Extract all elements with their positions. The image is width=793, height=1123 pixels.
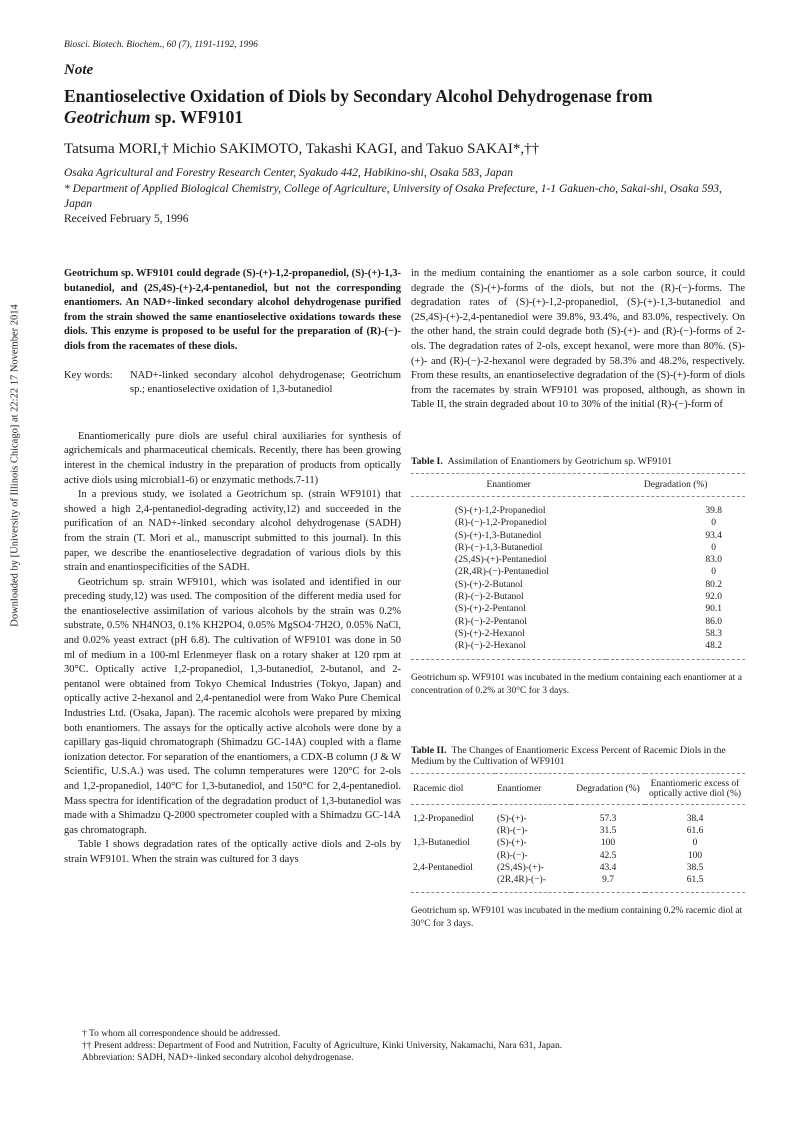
table-row [411, 517, 745, 529]
table-cell: 9.7 [571, 874, 645, 893]
body-paragraph: In a previous study, we isolated a Geotrichum sp. (strain WF9101) that showed a high 2,4-pentanediol-degrading activity,12) and succeeded in the purification of an NAD+-linked secondary alcohol dehydrogenase (SADH) from the strain (T. Mori et al., manuscript submitted to this journal). In this paper, we describe the enantioselective degradation of various diols by this strain and enantiospecificities of the SADH. [64, 489, 401, 574]
table-cell: 58.3 [705, 628, 722, 639]
table-cell: (S)-(+)-1,3-Butanediol [455, 530, 542, 541]
table-cell: 43.4 [599, 862, 617, 873]
footnote-present-address: †† Present address: Department of Food and Nutrition, Faculty of Agriculture, Kinki University, Nakamachi, Nara 631, Japan. [82, 1041, 563, 1051]
table-cell: (S)-(+)- [497, 814, 527, 824]
table-row [411, 874, 745, 893]
keywords-label: Key words: [64, 369, 113, 381]
table-row [411, 628, 745, 640]
table-header-cell: Degradation (%) [571, 774, 645, 805]
table-cell: 61.6 [686, 826, 704, 837]
table-cell: (2R,4R)-(−)- [495, 874, 571, 893]
table-cell [411, 825, 495, 837]
table-cell: (S)-(+)-2-Hexanol [455, 628, 525, 639]
journal-citation: Biosci. Biotech. Biochem., 60 (7), 1191-1192, 1996 [64, 40, 258, 50]
table-header-row [411, 474, 745, 497]
table-row [411, 530, 745, 542]
table-cell: 39.8 [705, 506, 722, 516]
table-2-caption [411, 745, 745, 767]
footnote-correspondence: † To whom all correspondence should be addressed. [82, 1029, 281, 1039]
table-1-caption [411, 456, 745, 467]
table-cell: (R)-(−)-1,2-Propanediol [455, 518, 547, 529]
table-row [411, 554, 745, 566]
left-column [64, 267, 401, 868]
affiliations [64, 166, 744, 213]
title-italic-genus: Geotrichum [64, 107, 151, 127]
table-cell: 90.1 [705, 604, 722, 615]
table-cell: 0 [692, 838, 698, 849]
table-header-cell: Enantiomeric excess of optically active diol (%) [645, 774, 745, 805]
table-1-grid [411, 473, 745, 660]
table-cell: 0 [711, 518, 717, 529]
table-cell: (R)-(−)-2-Pentanol [455, 616, 527, 627]
affiliation-2: * Department of Applied Biological Chemistry, College of Agriculture, University of Osaka Prefecture, 1-1 Gakuen-cho, Sakai-shi, Osaka 593, Japan [64, 182, 722, 210]
table-header-cell: Enantiomer [411, 474, 606, 497]
table-cell: 1,2-Propanediol [413, 814, 474, 824]
table-cell: (S)-(+)-1,2-Propanediol [455, 506, 546, 516]
table-cell: (R)-(−)-2-Butanol [455, 592, 524, 603]
body-paragraph: in the medium containing the enantiomer as a sole carbon source, it could degrade the (S)-(+)-forms of the diols, but not the (R)-(−)-forms. The degradation rates of (S)-(+)-1,2-propanediol, (S)-(+)-1,3-butanediol and (2S,4S)-(+)-2,4-pentanediol were 39.8%, 93.4%, and 83.0%, respectively. On the other hand, the strain could degrade both (S)-(+)- and (R)-(−)-forms of 2-ols. The degradation rates of 2-ols, except hexanol, were more than 80%. (S)-(+)- and (R)-(−)-2-hexanol were degraded by 58.3% and 48.2%, respectively. From these results, an enantioselective degradation of the (S)-(+)-form of diols from the racemates by strain WF9101 was proposed, although, as shown in Table II, the strain degraded about 10 to 30% of the initial (R)-(−)-form of [411, 268, 745, 411]
table-cell: 61.5 [645, 874, 745, 893]
footnote-abbreviation: Abbreviation: SADH, NAD+-linked secondary alcohol dehydrogenase. [82, 1053, 354, 1063]
table-cell: 1,3-Butanediol [413, 838, 470, 849]
table-row [411, 542, 745, 554]
table-1-caption-text: Assimilation of Enantiomers by Geotrichum sp. WF9101 [447, 456, 672, 467]
table-cell: (R)-(−)-1,3-Butanediol [455, 542, 543, 553]
table-cell: 80.2 [705, 579, 722, 590]
table-cell: 86.0 [705, 616, 722, 627]
table-row [411, 640, 745, 659]
abstract: Geotrichum sp. WF9101 could degrade (S)-(+)-1,2-propanediol, (S)-(+)-1,3-butanediol, and (2S,4S)-(+)-2,4-pentanediol, but not the corresponding enantiomers. An NAD+-linked secondary alcohol dehydrogenase purified from the strain showed the same enantioselective oxidations towards these diols. This enzyme is proposed to be useful for the preparation of (R)-(−)-diols from the racemates of these diols. [64, 268, 401, 352]
table-header-cell: Racemic diol [411, 774, 495, 805]
table-cell: 0 [711, 567, 717, 578]
table-header-row [411, 774, 745, 805]
table-cell: (S)-(+)-2-Butanol [455, 579, 523, 590]
table-cell: (S)-(+)- [497, 838, 527, 849]
table-cell: 93.4 [705, 530, 722, 541]
table-cell: 2,4-Pentanediol [413, 862, 473, 873]
body-paragraph: Table I shows degradation rates of the optically active diols and 2-ols by strain WF9101. When the strain was cultured for 3 days [64, 839, 401, 865]
table-1 [411, 456, 745, 698]
table-row [411, 825, 745, 837]
article-title [64, 86, 734, 128]
keywords [64, 369, 401, 398]
table-row [411, 591, 745, 603]
table-cell: 83.0 [705, 555, 722, 566]
received-date: Received February 5, 1996 [64, 213, 189, 225]
table-cell: (R)-(−)-2-Hexanol [411, 640, 606, 659]
table-cell: 38.5 [686, 862, 704, 873]
body-paragraph: Enantiomerically pure diols are useful chiral auxiliaries for synthesis of agrichemicals and pharmaceutical chemicals. Recently, there has been growing interest in the chemical industry in the preparation of products from optically active diols using microbial1-6) or enzymatic methods.7-11) [64, 430, 401, 486]
table-cell: 0 [711, 542, 717, 553]
table-row [411, 837, 745, 849]
table-row [411, 566, 745, 578]
table-row [411, 850, 745, 862]
table-2-caption-text: The Changes of Enantiomeric Excess Percent of Racemic Diols in the Medium by the Cultivation of WF9101 [411, 745, 726, 767]
table-cell: 31.5 [599, 826, 617, 837]
table-cell: 42.5 [599, 850, 617, 861]
table-2-footnote: Geotrichum sp. WF9101 was incubated in the medium containing 0.2% racemic diol at 30°C for 3 days. [411, 906, 743, 930]
table-row [411, 603, 745, 615]
title-line-1: Enantioselective Oxidation of Diols by Secondary Alcohol Dehydrogenase from [64, 86, 653, 106]
table-cell: (S)-(+)-2-Pentanol [455, 604, 526, 615]
table-2-label: Table II. [411, 745, 447, 756]
table-cell: (2S,4S)-(+)-Pentanediol [455, 555, 547, 566]
table-row [411, 862, 745, 874]
page-footnotes [64, 1028, 744, 1064]
table-cell: 100 [600, 838, 616, 849]
body-paragraph: Geotrichum sp. strain WF9101, which was isolated and identified in our preceding study,12) was used. The composition of the different media used for the enantioselective assimilation of various alcohols by the strain was 0.2% substrate, 0.5% NH4NO3, 0.1% KH2PO4, 0.05% MgSO4·7H2O, 0.05% NaCl, and 0.02% yeast extract (pH 6.8). The cultivation of WF9101 was done in 50 ml of medium in a 100-ml Erlenmeyer flask on a rotary shaker at 120 rpm at 30°C. Optically active 1,2-propanediol, 1,3-butanediol, 2-butanol, and 2-pentanol were obtained from Tokyo Chemical Industries (Tokyo, Japan) and optically active 2-hexanol and 2,4-pentanediol were from Wako Pure Chemical Industries Ltd. (Osaka, Japan). The racemic alcohols were prepared by mixing both enantiomers. The assays for the optically active alcohols were done by a capillary gas-liquid chromatograph (Shimadzu GC-14A) coupled with a flame ionization detector. For separation of the enantiomers, a CDX-B column (J & W Scientific, U.S.A.) was used. The column temperatures were 120°C for 2-ols and 1,2-propanediol, 140°C for 1,3-butanediol, and 150°C for 2,4-pentanediol. Mass spectra for identification of the degradation product of 1,3-butanediol was made with a Shimadzu Q-2000 spectrometer coupled with a Shimadzu GC-14A gas chromatograph. [64, 576, 401, 836]
table-1-label: Table I. [411, 456, 443, 467]
table-1-footnote: Geotrichum sp. WF9101 was incubated in the medium containing each enantiomer at a concentration of 0.2% at 30°C for 3 days. [411, 672, 742, 696]
table-cell: 92.0 [705, 592, 722, 603]
table-header-cell: Degradation (%) [606, 474, 745, 497]
table-row [411, 497, 745, 518]
table-cell: (2R,4R)-(−)-Pentanediol [455, 567, 549, 578]
table-cell: 38.4 [686, 814, 704, 824]
table-2-grid [411, 773, 745, 893]
keywords-text: NAD+-linked secondary alcohol dehydrogenase; Geotrichum sp.; enantioselective oxidation of 1,3-butanediol [130, 369, 401, 396]
affiliation-1: Osaka Agricultural and Forestry Research Center, Syakudo 442, Habikino-shi, Osaka 583, Japan [64, 167, 513, 179]
table-header-cell: Enantiomer [495, 774, 571, 805]
table-cell: (R)-(−)- [497, 826, 528, 837]
article-type-label: Note [64, 62, 94, 78]
right-column [411, 267, 745, 413]
table-row [411, 616, 745, 628]
title-line-2: sp. WF9101 [150, 107, 244, 127]
download-watermark: Downloaded by [University of Illinois Chicago] at 22:22 17 November 2014 [9, 304, 21, 627]
table-cell [411, 850, 495, 862]
table-cell: 57.3 [599, 814, 617, 824]
table-cell: 100 [687, 850, 703, 861]
table-row [411, 805, 745, 826]
table-cell: (2S,4S)-(+)- [497, 862, 544, 873]
table-2 [411, 745, 745, 931]
table-cell [411, 874, 495, 893]
author-list: Tatsuma MORI,† Michio SAKIMOTO, Takashi KAGI, and Takuo SAKAI*,†† [64, 141, 540, 157]
table-cell: (R)-(−)- [497, 850, 528, 861]
table-cell: 48.2 [606, 640, 745, 659]
table-row [411, 579, 745, 591]
